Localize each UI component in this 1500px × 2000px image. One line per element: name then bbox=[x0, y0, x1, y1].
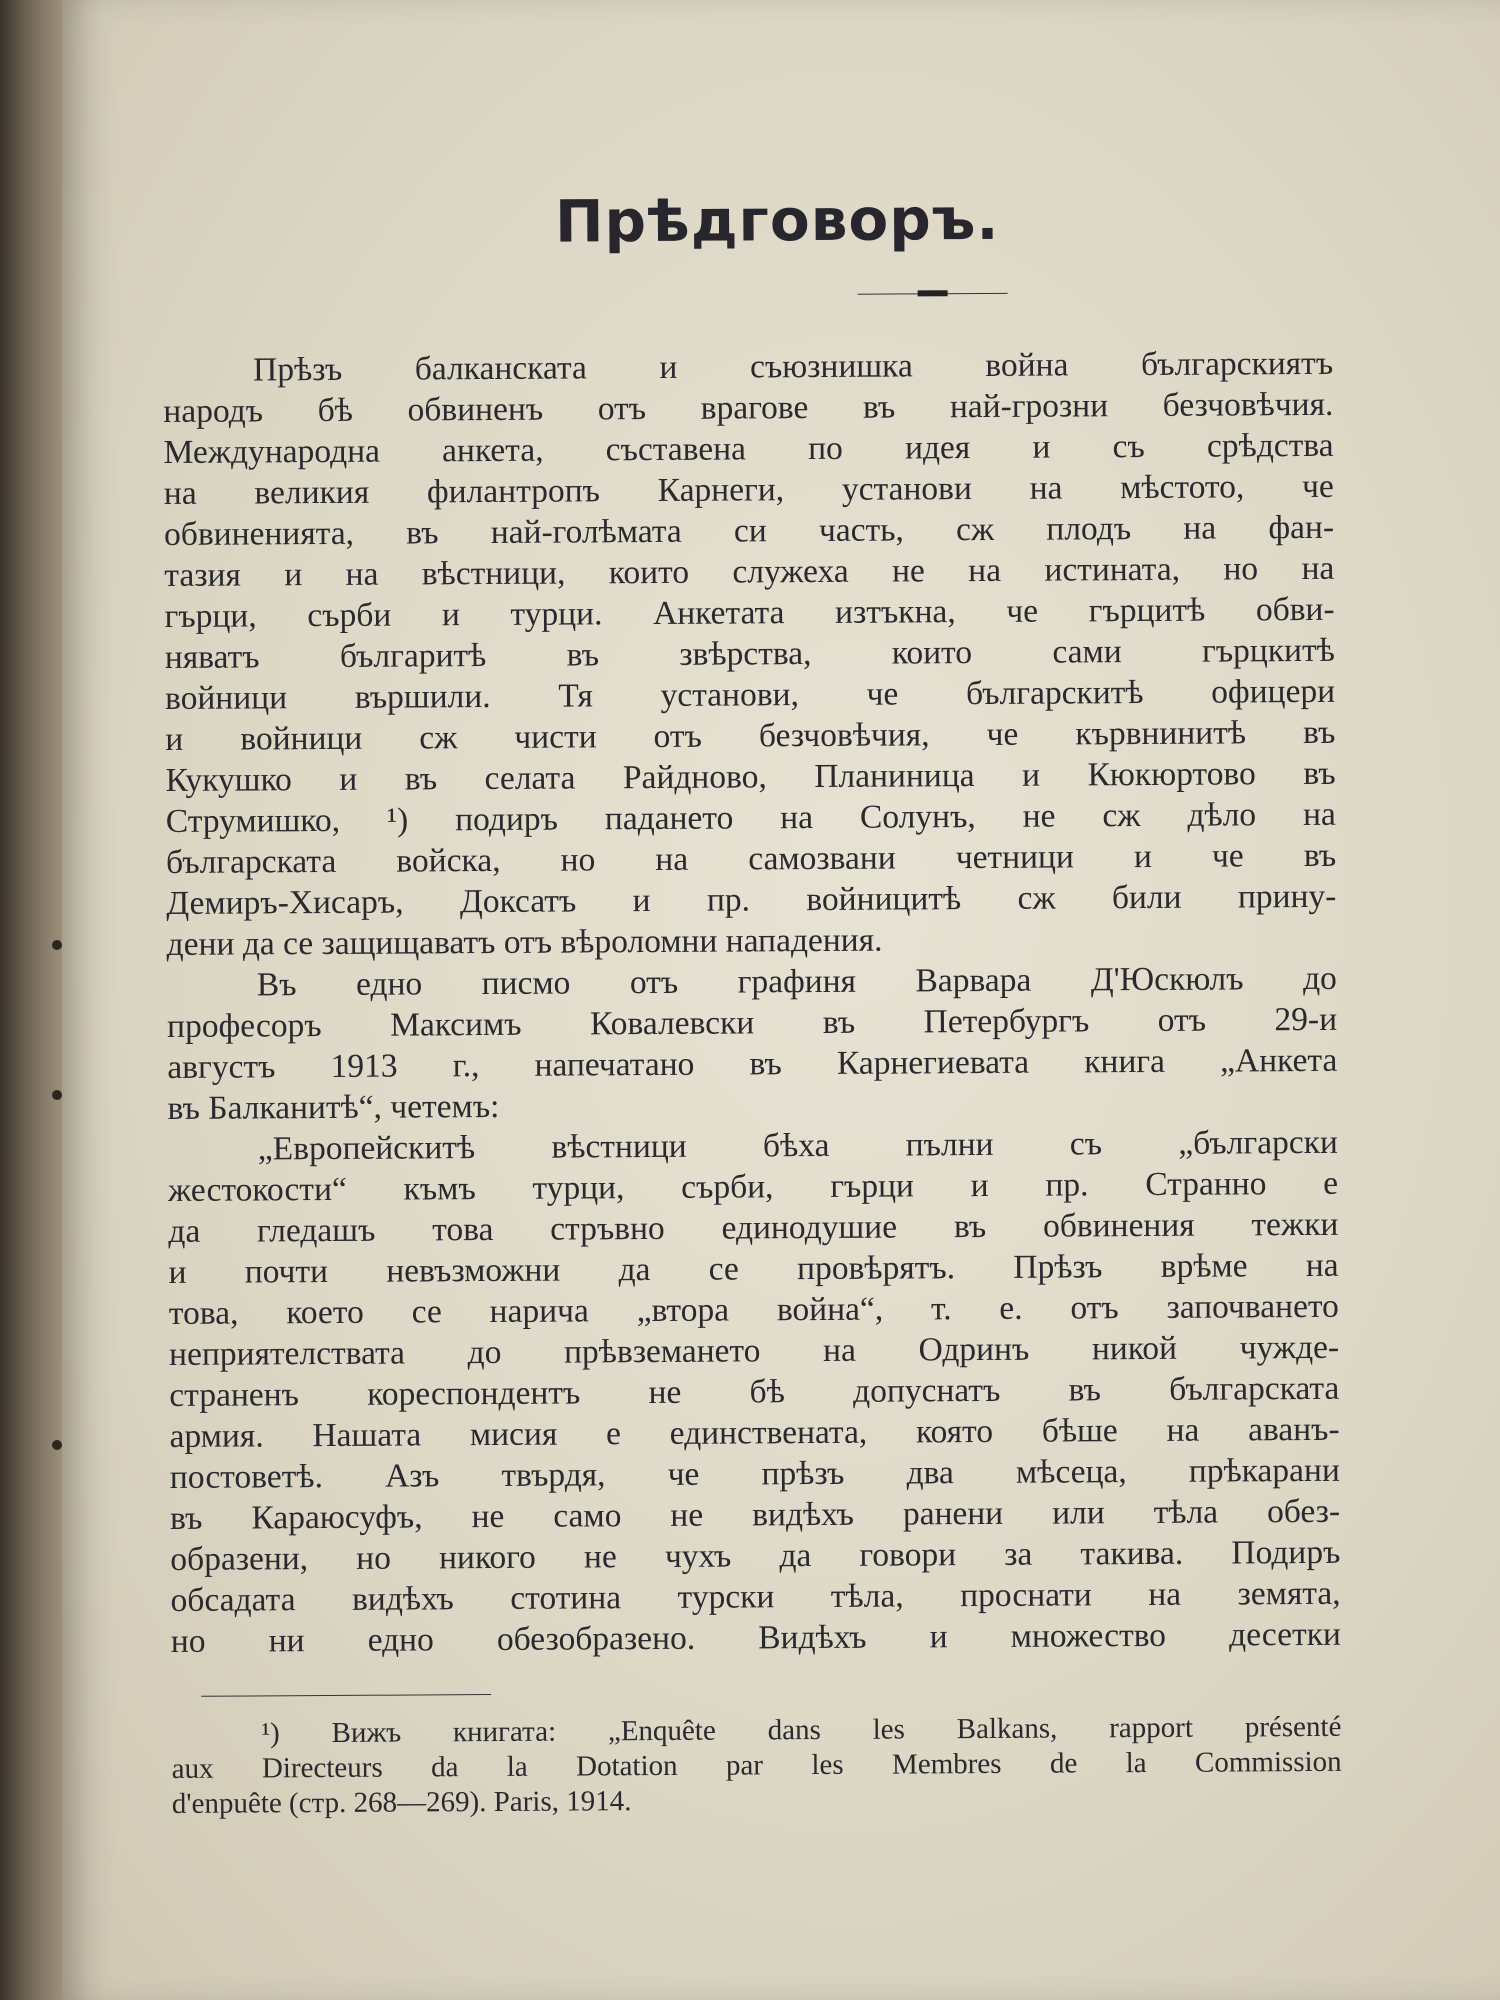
paragraph-quote bbox=[168, 1122, 1341, 1662]
text-line: да гледашъ това стръвно единодушие въ обвинения тежки bbox=[168, 1205, 1339, 1250]
text-line: и войници сж чисти отъ безчовѣчия, че кървнинитѣ въ bbox=[165, 713, 1336, 758]
paragraph-letter-intro bbox=[167, 958, 1338, 1129]
text-line: армия. Нашата мисия е единствената, която бѣше на аванъ- bbox=[169, 1410, 1340, 1455]
text-line: Кукушко и въ селата Райдново, Планиница и Кюкюртово въ bbox=[165, 754, 1336, 799]
page-content bbox=[162, 183, 1342, 1822]
text-line: обвиненията, въ най-голѣмата си часть, сж плодъ на фан- bbox=[163, 508, 1335, 553]
text-line: войници вършили. Тя установи, че българскитѣ офицери bbox=[164, 672, 1336, 717]
text-line: на великия филантропъ Карнеги, установи на мѣстото, че bbox=[163, 467, 1334, 512]
footnote-line: ¹) Вижъ книгата: „Enquête dans les Balkans, rapport présenté bbox=[261, 1710, 1342, 1750]
text-line: образени, но никого не чухъ да говори за такива. Подиръ bbox=[170, 1533, 1341, 1578]
text-line: тазия и на вѣстници, които служеха не на истината, но на bbox=[164, 549, 1335, 594]
text-line: жестокости“ къмъ турци, сърби, гърци и пр. Странно е bbox=[167, 1164, 1339, 1209]
text-line: Международна анкета, съставена по идея и съ срѣдства bbox=[163, 426, 1334, 471]
binding-stitch bbox=[52, 1090, 62, 1100]
footnote-rule bbox=[201, 1694, 491, 1697]
page-title: Прѣдговоръ. bbox=[554, 184, 1000, 256]
text-line: Въ едно писмо отъ графиня Варвара Д'Юскюлъ до bbox=[256, 959, 1337, 1004]
text-line: професоръ Максимъ Ковалевски въ Петербургъ отъ 29-и bbox=[166, 1000, 1338, 1045]
text-line: „Европейскитѣ вѣстници бѣха пълни съ „български bbox=[257, 1123, 1338, 1168]
text-line: Демиръ-Хисаръ, Доксатъ и пр. войницитѣ сж били прину- bbox=[166, 877, 1337, 922]
text-line: августъ 1913 г., напечатано въ Карнегиевата книга „Анкета bbox=[167, 1041, 1338, 1086]
text-line: страненъ кореспондентъ не бѣ допуснатъ въ българската bbox=[169, 1369, 1340, 1414]
footnote bbox=[171, 1710, 1342, 1822]
text-line: няватъ българитѣ въ звѣрства, които сами гърцкитѣ bbox=[164, 631, 1335, 676]
text-line: въ Балканитѣ“, четемъ: bbox=[167, 1087, 500, 1127]
text-line: и почти невъзможни да се провѣрятъ. Прѣзъ врѣме на bbox=[168, 1246, 1339, 1291]
footnote-line: d'enpuête (стр. 268—269). Paris, 1914. bbox=[171, 1785, 632, 1820]
text-line: народъ бѣ обвиненъ отъ врагове въ най-грозни безчовѣчия. bbox=[163, 385, 1334, 430]
book-spine bbox=[0, 0, 62, 2000]
binding-stitch bbox=[52, 1440, 62, 1450]
text-line: това, което се нарича „втора война“, т. е. отъ започването bbox=[168, 1287, 1339, 1332]
binding-stitch bbox=[52, 940, 62, 950]
footnote-line: aux Directeurs da la Dotation par les Membres de la Commission bbox=[171, 1745, 1342, 1785]
text-line: гърци, сърби и турци. Анкетата изтъкна, че гърцитѣ обви- bbox=[164, 590, 1335, 635]
paragraph-intro bbox=[163, 343, 1337, 965]
book-page bbox=[62, 0, 1500, 2000]
text-line: Прѣзъ балканската и съюзнишка война българскиятъ bbox=[252, 344, 1334, 389]
text-line: постоветѣ. Азъ твърдя, че прѣзъ два мѣсеца, прѣкарани bbox=[169, 1451, 1340, 1496]
text-line: неприятелствата до прѣвземането на Одринъ никой чужде- bbox=[169, 1328, 1340, 1373]
text-line: дени да се защищаватъ отъ вѣроломни нападения. bbox=[166, 921, 883, 963]
text-line: българската войска, но на самозвани четници и че въ bbox=[165, 836, 1337, 881]
text-line: въ Караюсуфъ, не само не видѣхъ ранени или тѣла обез- bbox=[170, 1492, 1341, 1537]
text-line: обсадата видѣхъ стотина турски тѣла, проснати на земята, bbox=[170, 1574, 1341, 1619]
text-line: Струмишко, ¹) подиръ падането на Солунъ, не сж дѣло на bbox=[165, 795, 1336, 840]
text-line: но ни едно обезобразено. Видѣхъ и множество десетки bbox=[170, 1615, 1341, 1660]
title-ornament-rule bbox=[858, 293, 1008, 298]
